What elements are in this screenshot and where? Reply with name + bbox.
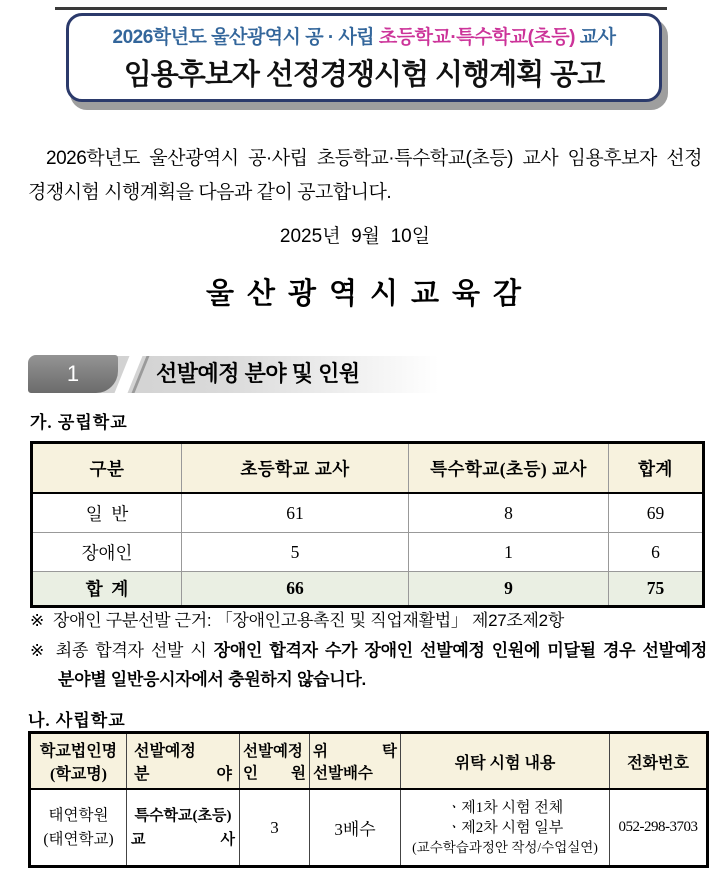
table-row-general <box>32 493 704 533</box>
footnote-1-marker: ※ <box>30 611 44 630</box>
footnotes <box>30 606 707 695</box>
cell-sum-total: 75 <box>609 572 704 607</box>
private-table-header-row <box>30 733 708 790</box>
cell-disabled-label: 장애인 <box>32 533 182 572</box>
footnote-2-bold-text-cont: 분야별 일반응시자에서 충원하지 않습니다. <box>58 670 366 689</box>
intro-line-1: 2026학년도 울산광역시 공·사립 초등학교·특수학교(초등) 교사 임용후보자 선정 <box>46 148 702 169</box>
title-subline-highlight: 초등학교·특수학교(초등) <box>378 27 575 48</box>
announcement-date: 2025년 9월 10일 <box>279 226 431 247</box>
public-school-table <box>30 441 705 608</box>
footnote-1-text: 장애인 구분선발 근거: 「장애인고용촉진 및 직업재활법」 제27조제2항 <box>52 611 564 630</box>
cell-sum-elementary: 66 <box>182 572 409 607</box>
private-header-foundation-line2: (학교명) <box>49 766 108 783</box>
cell-ratio: 3배수 <box>310 789 401 867</box>
section-number-badge: 1 <box>28 355 118 393</box>
footnote-1 <box>30 606 707 636</box>
private-header-ratio-line2: 선발배수 <box>313 765 373 782</box>
private-header-foundation-line1: 학교법인명 <box>39 743 118 760</box>
cell-general-elementary: 61 <box>182 493 409 533</box>
private-header-ratio-line1: 위 탁 <box>313 743 397 760</box>
public-school-label: 가. 공립학교 <box>30 413 128 432</box>
public-header-elementary: 초등학교 교사 <box>182 443 409 494</box>
cell-foundation <box>30 789 127 867</box>
cell-exam-content <box>401 789 610 867</box>
footnote-2-line-1 <box>30 636 707 666</box>
cell-sum-special: 9 <box>409 572 609 607</box>
cell-field-line2: 교 사 <box>131 831 235 848</box>
table-row-disabled <box>32 533 704 572</box>
footnote-2-marker: ※ <box>30 640 47 660</box>
cell-disabled-special: 1 <box>409 533 609 572</box>
table-row-sum <box>32 572 704 607</box>
private-header-ratio <box>310 733 401 790</box>
public-table-header-row <box>32 443 704 494</box>
cell-field-line1: 특수학교(초등) <box>134 807 232 824</box>
intro-paragraph <box>28 142 702 210</box>
private-header-quota-line2: 인 원 <box>243 765 306 782</box>
cell-disabled-total: 6 <box>609 533 704 572</box>
cell-foundation-line1: 태연학원 <box>48 806 109 824</box>
cell-general-label: 일 반 <box>32 493 182 533</box>
private-header-field <box>127 733 240 790</box>
cell-field <box>127 789 240 867</box>
private-table-data-row <box>30 789 708 867</box>
title-subline-prefix: 2026학년도 울산광역시 공 · 사립 <box>112 27 379 48</box>
cell-disabled-elementary: 5 <box>182 533 409 572</box>
title-subline <box>113 22 616 49</box>
private-header-field-line1: 선발예정 <box>134 743 196 760</box>
top-scan-rule <box>55 7 667 10</box>
cell-quota: 3 <box>240 789 310 867</box>
title-box <box>66 13 662 102</box>
private-header-phone: 전화번호 <box>610 733 708 790</box>
private-header-quota-line1: 선발예정 <box>243 743 303 760</box>
footnote-2-normal-text: 최종 합격자 선발 시 <box>55 640 214 660</box>
footnote-2-bold-text: 장애인 합격자 수가 장애인 선발예정 인원에 미달될 경우 선발예정 <box>213 640 708 660</box>
private-header-exam-content: 위탁 시험 내용 <box>401 733 610 790</box>
intro-line-2: 경쟁시험 시행계획을 다음과 같이 공고합니다. <box>28 182 392 203</box>
cell-sum-label: 합 계 <box>32 572 182 607</box>
public-header-special: 특수학교(초등) 교사 <box>409 443 609 494</box>
footnote-2-line-2 <box>30 665 707 695</box>
public-header-category: 구분 <box>32 443 182 494</box>
title-subline-suffix: 교사 <box>574 27 616 48</box>
private-school-table <box>28 731 709 868</box>
public-header-total: 합계 <box>609 443 704 494</box>
cell-general-total: 69 <box>609 493 704 533</box>
private-header-foundation <box>30 733 127 790</box>
cell-phone: 052-298-3703 <box>610 789 708 867</box>
cell-exam-content-line1: ㆍ제1차 시험 전체 <box>446 799 564 816</box>
private-header-field-line2: 분 야 <box>134 766 232 783</box>
cell-foundation-line2: (태연학교) <box>43 830 114 848</box>
section-1-heading <box>28 355 478 393</box>
signature-superintendent: 울산광역시교육감 <box>205 278 535 310</box>
title-main: 임용후보자 선정경쟁시험 시행계획 공고 <box>123 59 605 91</box>
private-header-quota <box>240 733 310 790</box>
cell-general-special: 8 <box>409 493 609 533</box>
cell-exam-content-line2: ㆍ제2차 시험 일부 <box>446 819 564 836</box>
cell-exam-content-line3: (교수학습과정안 작성/수업실연) <box>412 839 598 855</box>
private-school-label: 나. 사립학교 <box>28 711 126 730</box>
section-1-title: 선발예정 분야 및 인원 <box>156 361 360 386</box>
